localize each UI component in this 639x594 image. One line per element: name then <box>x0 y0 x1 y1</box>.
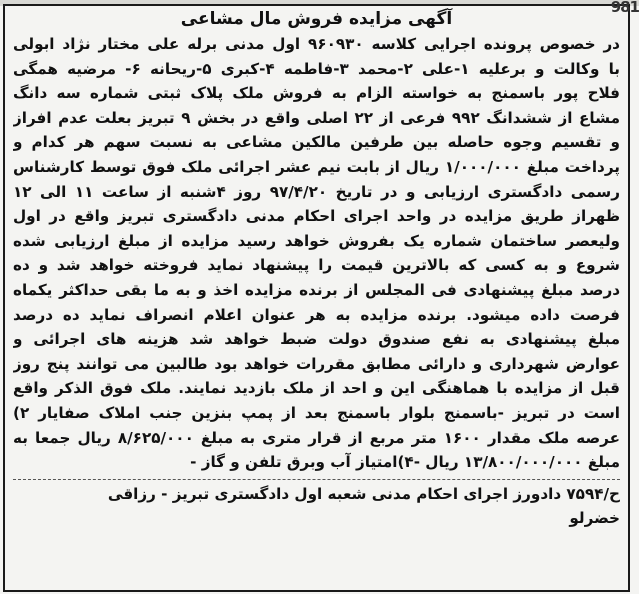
notice-line-9: ولیعصر ساختمان شماره یک بفروش خواهد رسید مزایده از مبلغ ارزیابی شده <box>13 231 620 250</box>
notice-line-17: عرصه ملک مقدار ۱۶۰۰ متر مربع از قرار متری به مبلغ ۸/۶۲۵/۰۰۰ ریال جمعا به <box>13 428 620 447</box>
signature-line: ح/۷۵۹۴ دادورز اجرای احکام مدنی شعبه اول دادگستری تبریز - رزاقی <box>107 484 620 503</box>
signature-name: خضرلو <box>569 509 620 528</box>
notice-line-8: ظهراز طریق مزایده در واحد اجرای احکام مدنی دادگستری تبریز واقع در اول <box>13 207 620 226</box>
corner-page-number: 981 <box>610 0 639 16</box>
notice-line-6: پرداخت مبلغ ۱/۰۰۰/۰۰۰ ریال از بابت نیم عشر اجرائی ملک فوق توسط کارشناس <box>13 157 620 176</box>
notice-line-14: عوارض شهرداری و دارائی مطابق مقررات خواهد بود طالبین می توانند پنج روز <box>13 354 620 373</box>
notice-line-10: شروع و به کسی که بالاترین قیمت را پیشنهاد نماید فروخته خواهد شد و ده <box>13 256 620 275</box>
notice-line-4: مشاع از ششدانگ ۹۹۲ فرعی از ۲۲ اصلی واقع در بخش ۹ تبریز بعلت عدم افراز <box>13 108 620 127</box>
notice-line-1: در خصوص پرونده اجرایی کلاسه ۹۶۰۹۳۰ اول مدنی برله علی مختار نژاد ابولی <box>13 35 620 53</box>
signature-separator <box>13 479 620 480</box>
notice-line-3: فلاح پور باسمنج به خواسته الزام به فروش ملک پلاک ثبتی شماره سه دانگ <box>13 84 620 103</box>
notice-line-5: و تقسیم وجوه حاصله بین طرفین مالکین مشاعی به نسبت سهم هر کدام و <box>13 133 620 152</box>
notice-line-11: درصد مبلغ پیشنهادی فی المجلس از برنده مزایده اخذ و به ما بقی حداکثر یکماه <box>13 280 620 299</box>
notice-line-16: است در تبریز -باسمنج بلوار باسمنج بعد از پمپ بنزین جنب املاک صفایار ۲) <box>13 403 620 422</box>
notice-line-15: قبل از مزایده با هماهنگی این و احد از ملک بازدید نمایند. ملک فوق الذکر واقع <box>13 379 620 398</box>
notice-line-18: مبلغ ۱۳/۸۰۰/۰۰۰/۰۰۰ ریال -۴)امتیاز آب وبرق تلفن و گاز - <box>190 453 620 472</box>
auction-notice-box <box>3 4 630 592</box>
notice-line-12: فرصت داده میشود. برنده مزایده به هر عنوان اعلام انصراف نماید ده درصد <box>13 305 620 324</box>
notice-line-7: رسمی دادگستری ارزیابی و در تاریخ ۹۷/۴/۲۰ روز ۴شنبه از ساعت ۱۱ الی ۱۲ <box>13 182 620 201</box>
notice-line-2: با وکالت و برعلیه ۱-علی ۲-محمد ۳-فاطمه ۴-کبری ۵-ریحانه ۶- مرضیه همگی <box>13 59 620 78</box>
notice-title: آگهی مزایده فروش مال مشاعی <box>180 9 453 29</box>
notice-line-13: مبلغ پیشنهادی به نفع صندوق دولت ضبط خواهد شد هزینه های اجرائی و <box>13 330 620 349</box>
